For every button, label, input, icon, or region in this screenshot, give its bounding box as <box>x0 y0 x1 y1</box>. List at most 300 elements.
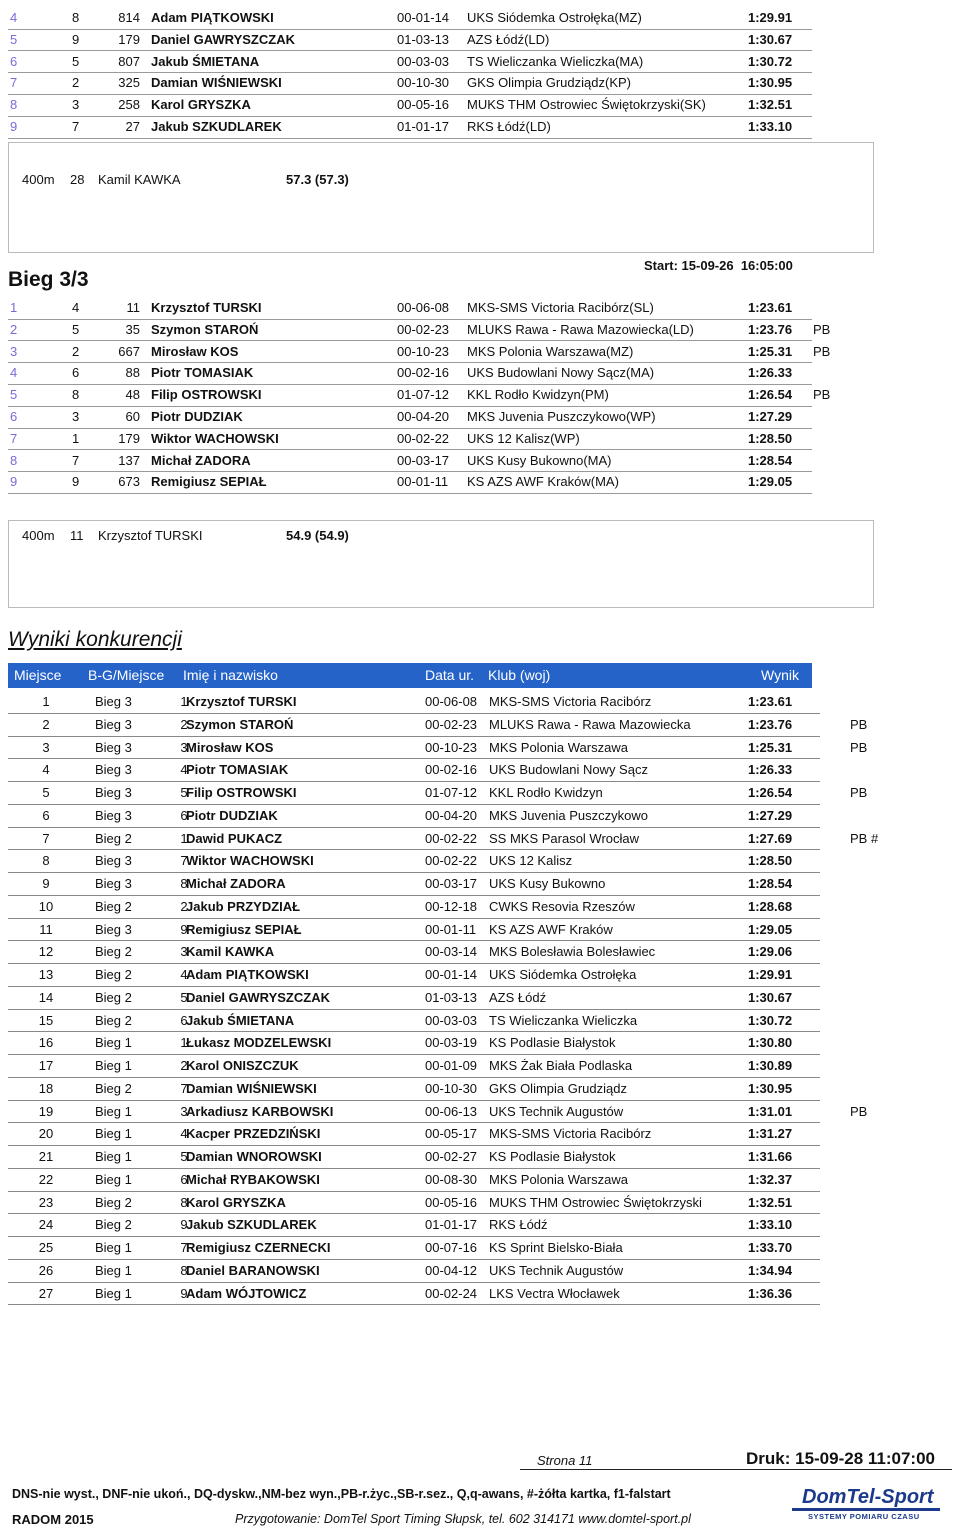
table-row <box>8 1259 820 1283</box>
result-time: 1:29.05 <box>748 921 793 937</box>
lane: 5 <box>72 321 80 337</box>
divider <box>873 520 874 608</box>
athlete-name: Remigiusz SEPIAŁ <box>186 921 302 937</box>
event-name: RADOM 2015 <box>12 1512 94 1527</box>
bib: 673 <box>118 474 140 490</box>
club: MKS Polonia Warszawa(MZ) <box>467 343 634 359</box>
place: 4 <box>10 365 18 381</box>
athlete-name: Michał ZADORA <box>151 452 251 468</box>
bib: 137 <box>118 452 140 468</box>
club: CWKS Resovia Rzeszów <box>489 898 635 914</box>
results-title: Wyniki konkurencji <box>8 628 182 651</box>
athlete-name: Adam WÓJTOWICZ <box>186 1285 307 1301</box>
note: PB <box>813 387 831 403</box>
place: 9 <box>10 474 18 490</box>
result-time: 1:23.76 <box>748 716 793 732</box>
heat-place: 5 <box>180 989 188 1005</box>
club: TS Wieliczanka Wieliczka <box>489 1012 638 1028</box>
place: 14 <box>38 989 54 1005</box>
heat: Bieg 2 <box>95 967 132 982</box>
birth-date: 00-02-24 <box>425 1285 478 1301</box>
place: 9 <box>42 876 50 891</box>
split-time: 57.3 (57.3) <box>286 172 349 187</box>
athlete-name: Krzysztof TURSKI <box>151 300 262 315</box>
table-row <box>8 940 820 964</box>
bib: 258 <box>118 97 140 113</box>
heat-place: 2 <box>180 716 188 732</box>
place: 16 <box>38 1035 54 1051</box>
athlete-name: Jakub SZKUDLAREK <box>186 1217 317 1233</box>
place: 6 <box>10 409 18 424</box>
heat: Bieg 2 <box>95 944 132 960</box>
place: 24 <box>38 1217 54 1233</box>
bib: 48 <box>125 387 140 403</box>
birth-date: 00-05-16 <box>425 1194 478 1210</box>
birth-date: 00-01-11 <box>425 921 477 937</box>
result-time: 1:26.54 <box>748 785 793 800</box>
athlete-name: Piotr TOMASIAK <box>151 365 254 381</box>
result-time: 1:33.10 <box>748 119 793 134</box>
heat-place: 3 <box>180 944 188 960</box>
heat-place: 6 <box>180 1171 188 1187</box>
divider <box>8 520 9 608</box>
heat: Bieg 1 <box>95 1035 132 1051</box>
club: KKL Rodło Kwidzyn <box>489 785 603 800</box>
athlete-name: Remigiusz CZERNECKI <box>186 1240 331 1255</box>
result-time: 1:30.95 <box>748 75 793 91</box>
result-time: 1:31.27 <box>748 1126 793 1142</box>
place: 1 <box>42 694 50 709</box>
athlete-name: Jakub ŚMIETANA <box>186 1012 295 1028</box>
athlete-name: Szymon STAROŃ <box>151 321 259 337</box>
club: MKS Polonia Warszawa <box>489 739 628 755</box>
header-date: Data ur. <box>425 667 475 683</box>
heat: Bieg 3 <box>95 876 132 891</box>
heat: Bieg 1 <box>95 1126 132 1142</box>
table-row <box>8 1282 820 1306</box>
heat: Bieg 2 <box>95 989 132 1005</box>
club: LKS Vectra Włocławek <box>489 1285 620 1301</box>
result-time: 1:32.37 <box>748 1171 793 1187</box>
heat: Bieg 3 <box>95 921 132 937</box>
athlete-name: Jakub SZKUDLAREK <box>151 119 282 134</box>
birth-date: 01-07-12 <box>425 785 478 800</box>
result-time: 1:28.50 <box>748 430 793 446</box>
heat-place: 8 <box>180 1262 188 1278</box>
place: 8 <box>10 452 18 468</box>
lane: 7 <box>72 119 80 134</box>
table-row <box>8 895 820 919</box>
birth-date: 00-07-16 <box>425 1240 478 1255</box>
heat-result-row <box>8 29 812 52</box>
birth-date: 00-06-13 <box>425 1103 478 1119</box>
place: 3 <box>42 739 50 755</box>
athlete-name: Wiktor WACHOWSKI <box>151 430 279 446</box>
birth-date: 00-04-20 <box>397 409 450 424</box>
place: 11 <box>39 921 53 937</box>
birth-date: 00-04-12 <box>425 1262 478 1278</box>
result-time: 1:29.06 <box>748 944 793 960</box>
table-row <box>8 986 820 1010</box>
place: 6 <box>10 53 18 69</box>
heat-place: 8 <box>180 876 188 891</box>
heat-place: 6 <box>180 807 188 823</box>
heat: Bieg 1 <box>95 1103 132 1119</box>
results-header <box>8 663 812 688</box>
athlete-name: Damian WNOROWSKI <box>186 1149 322 1164</box>
birth-date: 00-02-22 <box>425 853 478 869</box>
club: TS Wieliczanka Wieliczka(MA) <box>467 53 644 69</box>
club: UKS Kusy Bukowno(MA) <box>467 452 612 468</box>
lane: 3 <box>72 409 80 424</box>
table-row <box>8 1054 820 1078</box>
place: 12 <box>38 944 54 960</box>
heat-place: 4 <box>180 967 188 982</box>
birth-date: 00-01-09 <box>425 1058 478 1073</box>
heat-result-row <box>8 428 812 451</box>
heat: Bieg 2 <box>95 1194 132 1210</box>
heat: Bieg 3 <box>95 807 132 823</box>
place: 8 <box>42 853 50 869</box>
heat-result-row <box>8 7 812 30</box>
athlete-name: Karol GRYSZKA <box>151 97 251 113</box>
place: 20 <box>38 1126 54 1142</box>
note: PB <box>850 785 868 800</box>
heat: Bieg 1 <box>95 1149 132 1164</box>
heat-place: 1 <box>180 830 188 846</box>
birth-date: 00-06-08 <box>425 694 478 709</box>
bib: 807 <box>118 53 140 69</box>
athlete-name: Remigiusz SEPIAŁ <box>151 474 267 490</box>
note: PB <box>813 343 831 359</box>
birth-date: 00-10-30 <box>397 75 450 91</box>
heat: Bieg 3 <box>95 694 132 709</box>
divider <box>520 1469 952 1470</box>
club: UKS Kusy Bukowno <box>489 876 606 891</box>
lane: 2 <box>72 343 80 359</box>
prepared-by: Przygotowanie: DomTel Sport Timing Słupsk, tel. 602 314171 www.domtel-sport.pl <box>235 1512 691 1526</box>
split-bib: 28 <box>70 172 85 187</box>
athlete-name: Michał RYBAKOWSKI <box>186 1171 320 1187</box>
heat-place: 6 <box>180 1012 188 1028</box>
club: UKS Budowlani Nowy Sącz <box>489 762 648 778</box>
athlete-name: Piotr TOMASIAK <box>186 762 289 778</box>
table-row <box>8 849 820 873</box>
table-row <box>8 736 868 760</box>
athlete-name: Karol ONISZCZUK <box>186 1058 299 1073</box>
heat: Bieg 1 <box>95 1171 132 1187</box>
club: UKS 12 Kalisz(WP) <box>467 430 580 446</box>
place: 5 <box>10 31 18 47</box>
result-time: 1:26.54 <box>748 387 793 403</box>
heat-result-row <box>8 72 812 95</box>
club: RKS Łódź <box>489 1217 548 1233</box>
birth-date: 00-03-14 <box>425 944 478 960</box>
athlete-name: Karol GRYSZKA <box>186 1194 286 1210</box>
table-row <box>8 1145 820 1169</box>
place: 18 <box>38 1080 54 1096</box>
lane: 9 <box>72 474 80 490</box>
birth-date: 00-05-16 <box>397 97 450 113</box>
athlete-name: Michał ZADORA <box>186 876 286 891</box>
birth-date: 00-03-03 <box>425 1012 478 1028</box>
birth-date: 00-02-22 <box>397 430 450 446</box>
bib: 179 <box>118 31 140 47</box>
place: 21 <box>38 1149 54 1164</box>
athlete-name: Kamil KAWKA <box>186 944 275 960</box>
athlete-name: Jakub ŚMIETANA <box>151 53 260 69</box>
legend: DNS-nie wyst., DNF-nie ukoń., DQ-dyskw.,NM-bez wyn.,PB-r.życ.,SB-r.sez., Q,q-awans, #-żółta kartka, f1-falstart <box>12 1487 671 1501</box>
result-time: 1:28.68 <box>748 898 793 914</box>
split-name: Krzysztof TURSKI <box>98 528 203 543</box>
place: 25 <box>38 1240 54 1255</box>
club: KKL Rodło Kwidzyn(PM) <box>467 387 609 403</box>
heat-result-row <box>8 297 812 320</box>
heat: Bieg 3 <box>95 853 132 869</box>
club: MKS Polonia Warszawa <box>489 1171 628 1187</box>
table-row <box>8 758 820 782</box>
heat-place: 9 <box>180 921 188 937</box>
result-time: 1:30.89 <box>748 1058 793 1073</box>
place: 1 <box>10 300 18 315</box>
birth-date: 00-02-22 <box>425 830 478 846</box>
club: RKS Łódź(LD) <box>467 119 551 134</box>
note: PB <box>850 716 868 732</box>
heat: Bieg 1 <box>95 1285 132 1301</box>
athlete-name: Adam PIĄTKOWSKI <box>186 967 309 982</box>
club: KS Podlasie Białystok <box>489 1035 616 1051</box>
birth-date: 00-03-19 <box>425 1035 478 1051</box>
divider <box>8 142 874 143</box>
heat-result-row <box>8 362 812 385</box>
athlete-name: Dawid PUKACZ <box>186 830 283 846</box>
table-row <box>8 1100 868 1124</box>
heat: Bieg 2 <box>95 830 132 846</box>
lane: 2 <box>72 75 80 91</box>
result-time: 1:34.94 <box>748 1262 793 1278</box>
club: MKS-SMS Victoria Racibórz <box>489 694 652 709</box>
heat-place: 1 <box>180 1035 188 1051</box>
club: SS MKS Parasol Wrocław <box>489 830 640 846</box>
heat: Bieg 3 <box>95 785 132 800</box>
bib: 179 <box>118 430 140 446</box>
club: UKS Siódemka Ostrołęka <box>489 967 637 982</box>
result-time: 1:28.54 <box>748 452 793 468</box>
place: 27 <box>38 1285 54 1301</box>
place: 23 <box>38 1194 54 1210</box>
lane: 7 <box>72 452 80 468</box>
header-heat: B-G/Miejsce <box>88 667 165 683</box>
heat-place: 8 <box>180 1194 188 1210</box>
club: GKS Olimpia Grudziądz <box>489 1080 627 1096</box>
table-row <box>8 872 820 896</box>
header-place: Miejsce <box>14 667 62 683</box>
table-row <box>8 1031 820 1055</box>
club: KS AZS AWF Kraków <box>489 921 613 937</box>
place: 15 <box>38 1012 54 1028</box>
bib: 667 <box>118 343 140 359</box>
athlete-name: Wiktor WACHOWSKI <box>186 853 314 869</box>
heat-place: 7 <box>180 1080 188 1096</box>
heat-result-row <box>8 384 831 407</box>
place: 13 <box>38 967 54 982</box>
place: 5 <box>10 387 18 403</box>
place: 6 <box>42 807 50 823</box>
club: MKS Juvenia Puszczykowo(WP) <box>467 409 656 424</box>
table-row <box>8 1191 820 1215</box>
heat-start-time: Start: 15-09-26 16:05:00 <box>644 258 793 273</box>
result-time: 1:27.29 <box>748 409 793 424</box>
heat-result-row <box>8 116 812 139</box>
athlete-name: Szymon STAROŃ <box>186 716 294 732</box>
athlete-name: Daniel GAWRYSZCZAK <box>151 31 295 47</box>
place: 4 <box>42 762 50 778</box>
heat-place: 5 <box>180 1149 188 1164</box>
result-time: 1:28.50 <box>748 853 793 869</box>
header-club: Klub (woj) <box>488 667 551 683</box>
place: 5 <box>42 785 50 800</box>
birth-date: 00-03-03 <box>397 53 450 69</box>
heat-title: Bieg 3/3 <box>8 268 89 291</box>
divider <box>8 520 874 521</box>
split-name: Kamil KAWKA <box>98 172 181 187</box>
table-row <box>8 827 879 851</box>
bib: 11 <box>126 300 140 315</box>
birth-date: 01-01-17 <box>425 1217 478 1233</box>
domtel-logo <box>792 1484 940 1520</box>
table-row <box>8 1236 820 1260</box>
place: 3 <box>10 343 18 359</box>
bib: 814 <box>118 10 140 25</box>
table-row <box>8 690 820 714</box>
place: 8 <box>10 97 18 113</box>
heat-place: 2 <box>180 1058 188 1073</box>
heat: Bieg 3 <box>95 716 132 732</box>
birth-date: 00-03-17 <box>397 452 450 468</box>
heat-place: 5 <box>180 785 188 800</box>
lane: 4 <box>72 300 80 315</box>
birth-date: 00-05-17 <box>425 1126 478 1142</box>
result-time: 1:26.33 <box>748 762 793 778</box>
heat-result-row <box>8 341 831 364</box>
heat-result-row <box>8 450 812 473</box>
club: UKS Technik Augustów <box>489 1103 624 1119</box>
result-time: 1:31.66 <box>748 1149 793 1164</box>
club: KS Podlasie Białystok <box>489 1149 616 1164</box>
result-time: 1:23.61 <box>748 300 793 315</box>
result-time: 1:27.29 <box>748 807 793 823</box>
heat: Bieg 2 <box>95 898 132 914</box>
place: 2 <box>42 716 50 732</box>
club: KS Sprint Bielsko-Biała <box>489 1240 623 1255</box>
place: 2 <box>10 321 18 337</box>
result-time: 1:30.80 <box>748 1035 793 1051</box>
lane: 5 <box>72 53 80 69</box>
result-time: 1:30.72 <box>748 53 793 69</box>
birth-date: 00-10-23 <box>397 343 450 359</box>
place: 19 <box>38 1103 54 1119</box>
club: MKS Żak Biała Podlaska <box>489 1058 633 1073</box>
club: MLUKS Rawa - Rawa Mazowiecka(LD) <box>467 321 694 337</box>
athlete-name: Arkadiusz KARBOWSKI <box>186 1103 334 1119</box>
heat: Bieg 3 <box>95 762 132 778</box>
heat-result-row <box>8 51 812 74</box>
result-time: 1:31.01 <box>748 1103 793 1119</box>
heat-result-row <box>8 471 812 494</box>
club: AZS Łódź <box>489 989 547 1005</box>
birth-date: 00-02-16 <box>425 762 478 778</box>
birth-date: 00-04-20 <box>425 807 478 823</box>
heat: Bieg 2 <box>95 1012 132 1028</box>
note: PB # <box>850 830 879 846</box>
club: UKS Budowlani Nowy Sącz(MA) <box>467 365 655 381</box>
heat-place: 9 <box>180 1285 188 1301</box>
result-time: 1:36.36 <box>748 1285 793 1301</box>
divider <box>8 607 874 608</box>
birth-date: 01-03-13 <box>425 989 478 1005</box>
lane: 8 <box>72 10 80 25</box>
club: UKS Siódemka Ostrołęka(MZ) <box>467 10 642 25</box>
divider <box>8 252 874 253</box>
heat-place: 7 <box>180 853 188 869</box>
club: MUKS THM Ostrowiec Świętokrzyski(SK) <box>467 97 706 113</box>
result-time: 1:33.70 <box>748 1240 793 1255</box>
club: AZS Łódź(LD) <box>467 31 550 47</box>
split-distance: 400m <box>22 528 55 543</box>
lane: 3 <box>72 97 80 113</box>
lane: 1 <box>72 430 80 446</box>
result-time: 1:32.51 <box>748 97 793 113</box>
place: 7 <box>10 75 18 91</box>
lane: 9 <box>72 31 80 47</box>
place: 26 <box>38 1262 54 1278</box>
result-time: 1:29.91 <box>748 967 793 982</box>
heat: Bieg 1 <box>95 1240 132 1255</box>
table-row <box>8 1213 820 1237</box>
heat-place: 4 <box>180 1126 188 1142</box>
heat: Bieg 3 <box>95 739 132 755</box>
bib: 60 <box>125 409 140 424</box>
bib: 27 <box>125 119 140 134</box>
heat: Bieg 1 <box>95 1262 132 1278</box>
note: PB <box>850 739 868 755</box>
birth-date: 01-03-13 <box>397 31 450 47</box>
heat: Bieg 2 <box>95 1217 132 1233</box>
birth-date: 00-02-27 <box>425 1149 478 1164</box>
header-name: Imię i nazwisko <box>183 667 278 683</box>
birth-date: 00-01-14 <box>425 967 478 982</box>
athlete-name: Mirosław KOS <box>151 343 239 359</box>
divider <box>873 142 874 253</box>
place: 17 <box>38 1058 54 1073</box>
athlete-name: Daniel GAWRYSZCZAK <box>186 989 330 1005</box>
table-row <box>8 781 868 805</box>
table-row <box>8 918 820 942</box>
result-time: 1:29.05 <box>748 474 793 490</box>
logo-subtitle: SYSTEMY POMIARU CZASU <box>808 1512 920 1521</box>
club: KS AZS AWF Kraków(MA) <box>467 474 619 490</box>
result-time: 1:30.72 <box>748 1012 793 1028</box>
heat: Bieg 1 <box>95 1058 132 1073</box>
heat-result-row <box>8 94 812 117</box>
birth-date: 01-01-17 <box>397 119 450 134</box>
table-row <box>8 963 820 987</box>
athlete-name: Filip OSTROWSKI <box>186 785 297 800</box>
lane: 6 <box>72 365 80 381</box>
club: MKS-SMS Victoria Racibórz(SL) <box>467 300 654 315</box>
note: PB <box>813 321 831 337</box>
heat-result-row <box>8 406 812 429</box>
